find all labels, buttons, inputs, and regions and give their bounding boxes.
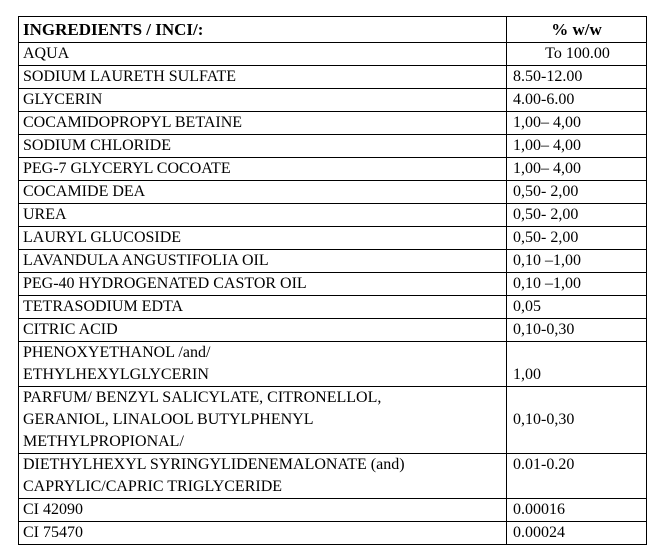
table-row bbox=[19, 454, 647, 499]
ingredient-percent: To 100.00 bbox=[507, 43, 647, 66]
table-row bbox=[19, 387, 647, 454]
ingredient-name-line: UREA bbox=[23, 206, 67, 223]
ingredient-name-line: AQUA bbox=[23, 45, 70, 62]
table-row bbox=[19, 227, 647, 250]
table-row bbox=[19, 89, 647, 112]
ingredient-name-line: PARFUM/ BENZYL SALICYLATE, CITRONELLOL, bbox=[23, 389, 382, 406]
ingredient-name bbox=[19, 89, 507, 112]
table-row bbox=[19, 342, 647, 387]
table-row bbox=[19, 499, 647, 522]
ingredient-name-line: CAPRYLIC/CAPRIC TRIGLYCERIDE bbox=[23, 478, 283, 495]
ingredient-name bbox=[19, 296, 507, 319]
percent-column-header: % w/w bbox=[507, 17, 647, 43]
ingredient-name bbox=[19, 387, 507, 454]
ingredient-percent: 1,00– 4,00 bbox=[507, 158, 647, 181]
table-row bbox=[19, 296, 647, 319]
table-header-row bbox=[19, 17, 647, 43]
ingredient-name bbox=[19, 250, 507, 273]
ingredient-name bbox=[19, 522, 507, 545]
ingredient-percent: 1,00– 4,00 bbox=[507, 135, 647, 158]
ingredient-name-line: SODIUM CHLORIDE bbox=[23, 137, 171, 154]
ingredient-percent: 0,50- 2,00 bbox=[507, 227, 647, 250]
ingredient-name-line: TETRASODIUM EDTA bbox=[23, 298, 184, 315]
ingredient-name-line: COCAMIDOPROPYL BETAINE bbox=[23, 114, 243, 131]
ingredient-name-line: DIETHYLHEXYL SYRINGYLIDENEMALONATE (and) bbox=[23, 456, 405, 473]
ingredients-table bbox=[18, 16, 647, 545]
ingredient-name bbox=[19, 204, 507, 227]
table-row bbox=[19, 66, 647, 89]
ingredient-name-line: ETHYLHEXYLGLYCERIN bbox=[23, 366, 209, 383]
ingredient-name bbox=[19, 66, 507, 89]
ingredient-name-line: GERANIOL, LINALOOL BUTYLPHENYL bbox=[23, 411, 314, 428]
table-row bbox=[19, 204, 647, 227]
ingredient-name-line: PEG-40 HYDROGENATED CASTOR OIL bbox=[23, 275, 307, 292]
ingredient-name-line: CITRIC ACID bbox=[23, 321, 118, 338]
ingredient-name bbox=[19, 112, 507, 135]
ingredient-percent: 0,10-0,30 bbox=[507, 387, 647, 454]
ingredient-percent: 0.00016 bbox=[507, 499, 647, 522]
ingredient-name bbox=[19, 454, 507, 499]
table-row bbox=[19, 319, 647, 342]
table-row bbox=[19, 135, 647, 158]
ingredient-percent: 4.00-6.00 bbox=[507, 89, 647, 112]
ingredients-column-header: INGREDIENTS / INCI/: bbox=[19, 17, 507, 43]
ingredient-name bbox=[19, 43, 507, 66]
ingredient-name-line: PHENOXYETHANOL /and/ bbox=[23, 344, 211, 361]
ingredient-name bbox=[19, 181, 507, 204]
ingredient-name bbox=[19, 499, 507, 522]
ingredient-name-line: PEG-7 GLYCERYL COCOATE bbox=[23, 160, 231, 177]
ingredient-percent: 1,00 bbox=[507, 342, 647, 387]
ingredient-name-line: GLYCERIN bbox=[23, 91, 103, 108]
ingredient-name bbox=[19, 319, 507, 342]
table-row bbox=[19, 250, 647, 273]
ingredient-percent: 0,50- 2,00 bbox=[507, 181, 647, 204]
ingredients-table-body bbox=[19, 43, 647, 545]
table-row bbox=[19, 158, 647, 181]
ingredient-name-line: LAURYL GLUCOSIDE bbox=[23, 229, 182, 246]
ingredient-name-line: LAVANDULA ANGUSTIFOLIA OIL bbox=[23, 252, 269, 269]
table-row bbox=[19, 43, 647, 66]
ingredient-name-line: SODIUM LAURETH SULFATE bbox=[23, 68, 237, 85]
table-row bbox=[19, 181, 647, 204]
table-row bbox=[19, 273, 647, 296]
ingredient-percent: 0,05 bbox=[507, 296, 647, 319]
ingredients-sheet bbox=[18, 16, 646, 545]
ingredient-name-line: CI 42090 bbox=[23, 501, 83, 518]
ingredient-percent: 0.01-0.20 bbox=[507, 454, 647, 499]
ingredient-name-line: COCAMIDE DEA bbox=[23, 183, 146, 200]
ingredient-percent: 0.00024 bbox=[507, 522, 647, 545]
ingredient-percent: 1,00– 4,00 bbox=[507, 112, 647, 135]
table-row bbox=[19, 112, 647, 135]
ingredient-name bbox=[19, 342, 507, 387]
ingredient-percent: 0,10 –1,00 bbox=[507, 250, 647, 273]
ingredient-name bbox=[19, 135, 507, 158]
ingredient-name bbox=[19, 273, 507, 296]
ingredient-name-line: CI 75470 bbox=[23, 524, 83, 541]
ingredient-percent: 0,10-0,30 bbox=[507, 319, 647, 342]
ingredient-name bbox=[19, 158, 507, 181]
ingredient-percent: 0,50- 2,00 bbox=[507, 204, 647, 227]
table-row bbox=[19, 522, 647, 545]
ingredient-percent: 0,10 –1,00 bbox=[507, 273, 647, 296]
ingredient-name bbox=[19, 227, 507, 250]
ingredient-name-line: METHYLPROPIONAL/ bbox=[23, 433, 184, 450]
ingredient-percent: 8.50-12.00 bbox=[507, 66, 647, 89]
